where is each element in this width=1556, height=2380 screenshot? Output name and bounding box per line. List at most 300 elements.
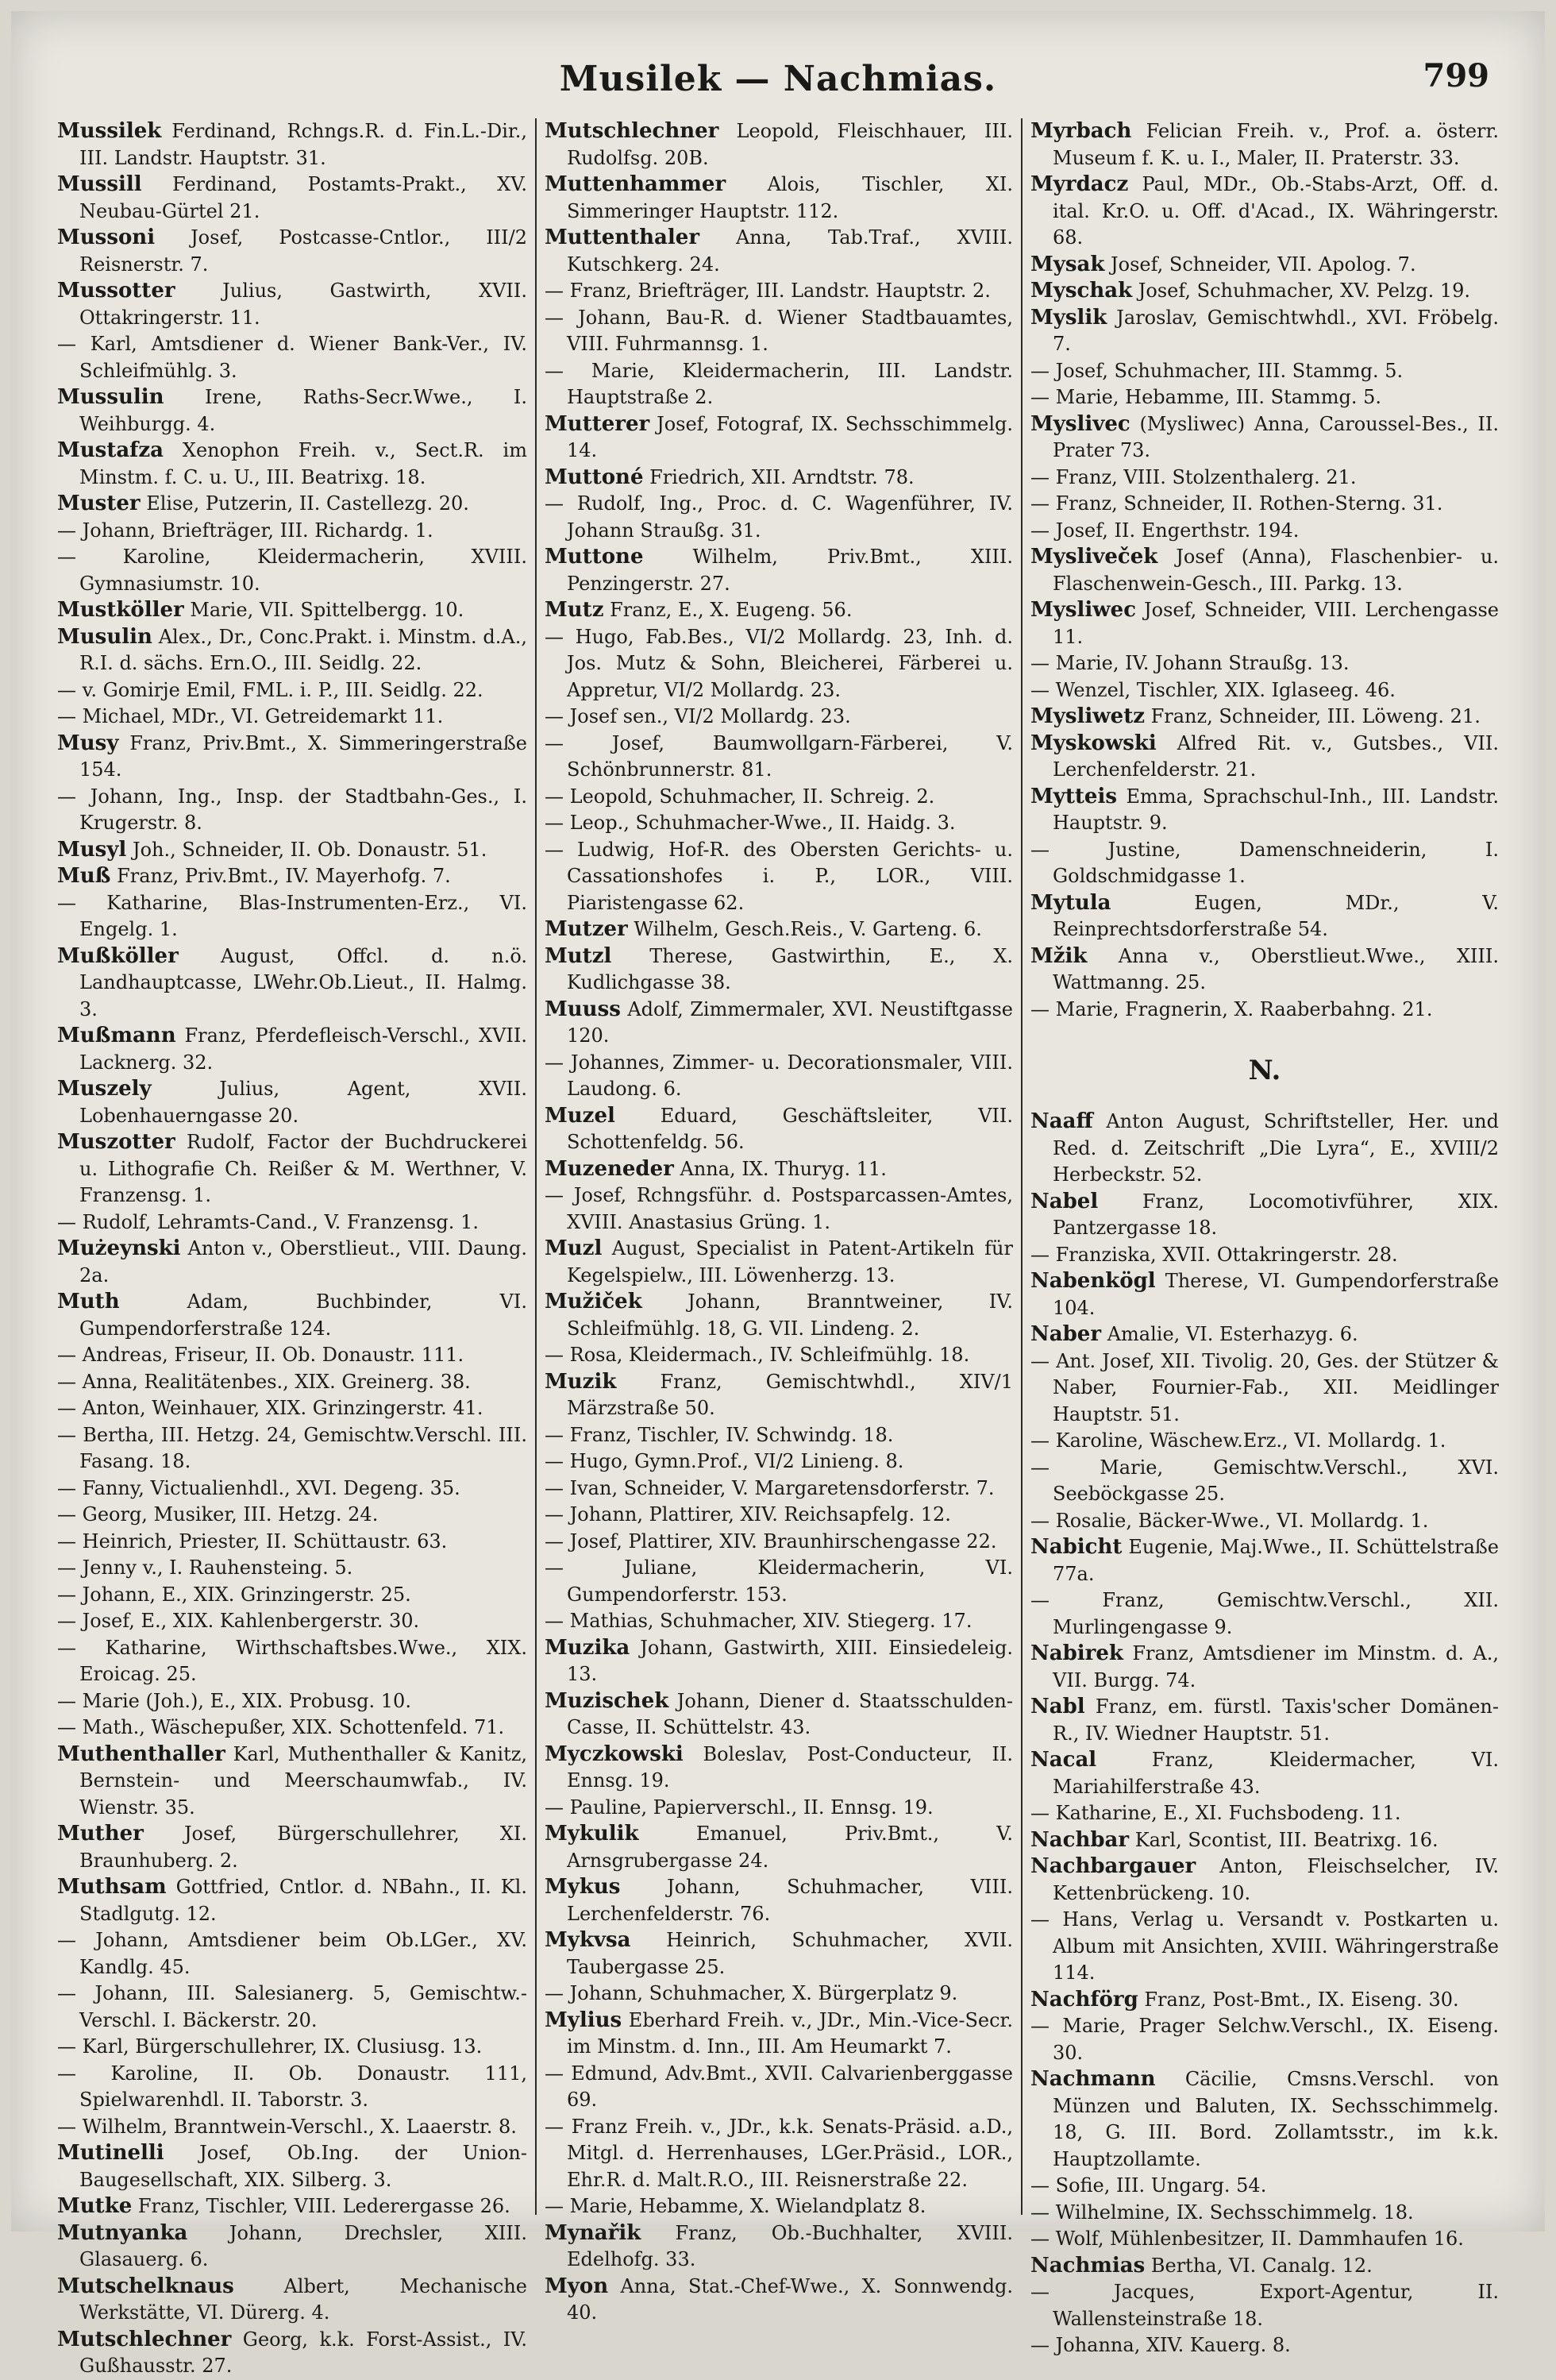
continuation-dash: — <box>1030 1509 1056 1532</box>
entry-details: Josef, Schneider, VIII. Lerchengasse 11. <box>1053 599 1499 648</box>
directory-entry <box>545 118 1013 172</box>
section-heading: N. <box>1248 1055 1281 1086</box>
directory-entry <box>57 1502 527 1529</box>
directory-entry <box>1030 1321 1499 1348</box>
directory-entry <box>57 118 527 172</box>
continuation-dash: — <box>545 2115 572 2138</box>
directory-entry <box>57 1475 527 1502</box>
entry-details: Hugo, Fab.Bes., VI/2 Mollardg. 23, Inh. d. Jos. Mutz & Sohn, Bleicherei, Färberei u. Appretur, VI/2 Mollardg. 23. <box>567 625 1013 701</box>
directory-entry <box>1030 650 1499 677</box>
entry-surname: Muß <box>57 864 111 888</box>
entry-details: Therese, Gastwirthin, E., X. Kudlichgasse 38. <box>567 944 1013 993</box>
entry-surname: Myschak <box>1030 279 1133 303</box>
directory-entry <box>545 411 1013 465</box>
column-1 <box>49 118 535 2377</box>
directory-entry <box>1030 2226 1499 2253</box>
directory-entry <box>1030 943 1499 997</box>
entry-details: Franz, Pferdefleisch-Verschl., XVII. Lacknerg. 32. <box>79 1024 527 1074</box>
directory-entry <box>1030 1508 1499 1535</box>
entry-surname: Mutz <box>545 598 604 622</box>
entry-surname: Mutschlechner <box>545 119 719 143</box>
directory-entry <box>1030 118 1499 172</box>
entry-details: Katharine, Blas-Instrumenten-Erz., VI. Engelg. 1. <box>79 891 527 940</box>
entry-details: Franz, Priv.Bmt., X. Simmeringerstraße 154. <box>79 731 527 781</box>
entry-details: Josef, II. Engerthstr. 194. <box>1055 519 1300 542</box>
entry-surname: Musy <box>57 731 119 755</box>
entry-surname: Myslivec <box>1030 411 1130 436</box>
entry-details: Wilhelm, Priv.Bmt., XIII. Penzingerstr. 27. <box>567 546 1013 595</box>
directory-entry <box>545 358 1013 411</box>
entry-surname: Musulin <box>57 624 152 649</box>
entry-details: Marie, Kleidermacherin, III. Landstr. Hauptstraße 2. <box>567 359 1013 408</box>
continuation-dash: — <box>57 1689 83 1712</box>
column-3 <box>1021 118 1507 2356</box>
entry-surname: Muttoné <box>545 465 644 489</box>
directory-entry <box>1030 1747 1499 1800</box>
entry-details: Johann, Ing., Insp. der Stadtbahn-Ges., I. Krugerstr. 8. <box>79 785 527 834</box>
directory-entry <box>545 2061 1013 2114</box>
continuation-dash: — <box>57 1716 83 1738</box>
entry-details: Hans, Verlag u. Versandt v. Postkarten u. Album mit Ansichten, XVIII. Währingerstraße 114. <box>1053 1908 1499 1984</box>
directory-entry <box>57 2274 527 2327</box>
directory-entry <box>57 331 527 384</box>
entry-surname: Mussill <box>57 172 142 196</box>
entry-surname: Muszely <box>57 1077 152 1101</box>
continuation-dash: — <box>1030 492 1056 515</box>
entry-details: Anna, Realitätenbes., XIX. Greinerg. 38. <box>82 1370 471 1393</box>
directory-entry <box>57 1608 527 1635</box>
continuation-dash: — <box>1030 1589 1103 1611</box>
entry-details: Johann, Gastwirth, XIII. Einsiedeleig. 13. <box>567 1636 1013 1685</box>
entry-surname: Mustafza <box>57 438 164 462</box>
entry-details: Cäcilie, Cmsns.Verschl. von Münzen und Baluten, IX. Sechsschimmelg. 18, G. III. Bord. Zollamtsstr., im k.k. Hauptzollamte. <box>1053 2068 1499 2170</box>
entry-details: Karl, Muthenthaller & Kanitz, Bernstein- und Meerschaumwfab., IV. Wienstr. 35. <box>79 1742 527 1819</box>
page-title: Musilek — Nachmias. <box>559 59 997 99</box>
entry-surname: Mutschelknaus <box>57 2274 234 2298</box>
entry-surname: Mysliveček <box>1030 545 1158 569</box>
entry-details: Josef, Rchngsführ. d. Postsparcassen-Amtes, XVIII. Anastasius Grüng. 1. <box>567 1184 1013 1233</box>
directory-entry <box>545 305 1013 358</box>
directory-entry <box>545 1981 1013 2008</box>
directory-entry <box>57 172 527 225</box>
directory-entry <box>1030 1694 1499 1747</box>
continuation-dash: — <box>545 1503 570 1526</box>
entry-details: Anna v., Oberstlieut.Wwe., XIII. Wattmanng. 25. <box>1053 944 1499 993</box>
entry-surname: Mutzl <box>545 943 612 968</box>
entry-details: Josef, Schneider, VII. Apolog. 7. <box>1111 253 1416 276</box>
entry-details: Adam, Buchbinder, VI. Gumpendorferstraße 124. <box>79 1290 527 1340</box>
directory-entry <box>545 225 1013 278</box>
entry-surname: Mynařik <box>545 2220 641 2245</box>
directory-entry <box>57 1129 527 1209</box>
continuation-dash: — <box>545 1051 571 1074</box>
directory-entry <box>1030 1348 1499 1429</box>
entry-details: Therese, VI. Gumpendorferstraße 104. <box>1053 1270 1499 1319</box>
continuation-dash: — <box>1030 1456 1100 1479</box>
entry-details: Boleslav, Post-Conducteur, II. Ennsg. 19. <box>567 1742 1013 1792</box>
directory-entry <box>545 465 1013 492</box>
directory-entry <box>545 1874 1013 1927</box>
entry-details: Franz Freih. v., JDr., k.k. Senats-Präsid. a.D., Mitgl. d. Herrenhauses, LGer.Präsid., LOR., Ehr.R. d. Malt.R.O., III. Reisnerstraße 22. <box>567 2115 1013 2191</box>
entry-surname: Nabl <box>1030 1695 1085 1718</box>
entry-details: Franz, Ob.-Buchhalter, XVIII. Edelhofg. 33. <box>567 2221 1013 2270</box>
directory-entry <box>1030 2013 1499 2066</box>
continuation-dash: — <box>57 1423 83 1446</box>
directory-entry <box>57 1635 527 1688</box>
directory-entry <box>57 1076 527 1129</box>
continuation-dash: — <box>545 306 579 329</box>
entry-surname: Mußköller <box>57 943 179 968</box>
entry-details: Bertha, III. Hetzg. 24, Gemischtw.Verschl. III. Fasang. 18. <box>79 1423 527 1472</box>
directory-entry <box>57 1529 527 1556</box>
continuation-dash: — <box>545 1344 570 1366</box>
directory-entry <box>545 1502 1013 1529</box>
directory-entry <box>545 2008 1013 2061</box>
entry-details: Josef, E., XIX. Kahlenbergerstr. 30. <box>82 1610 420 1632</box>
entry-surname: Nachbargauer <box>1030 1854 1196 1878</box>
directory-entry <box>545 704 1013 731</box>
directory-entry <box>1030 2173 1499 2200</box>
entry-details: Marie, IV. Johann Straußg. 13. <box>1055 652 1350 674</box>
entry-details: Heinrich, Priester, II. Schüttaustr. 63. <box>82 1529 448 1553</box>
entry-surname: Mussilek <box>57 119 162 143</box>
directory-entry <box>1030 411 1499 465</box>
directory-entry <box>57 1422 527 1475</box>
directory-entry <box>1030 1428 1499 1455</box>
continuation-dash: — <box>57 1529 83 1553</box>
entry-details: Elise, Putzerin, II. Castellezg. 20. <box>146 492 469 515</box>
entry-details: Franz, E., X. Eugeng. 56. <box>610 599 853 621</box>
entry-details: Johannes, Zimmer- u. Decorationsmaler, VIII. Laudong. 6. <box>567 1051 1013 1100</box>
directory-entry <box>545 597 1013 624</box>
entry-details: Franz, Kleidermacher, VI. Mariahilferstraße 43. <box>1053 1749 1499 1798</box>
directory-entry <box>1030 491 1499 518</box>
directory-entry <box>57 1209 527 1236</box>
directory-entry <box>57 837 527 864</box>
entry-details: Marie, Fragnerin, X. Raaberbahng. 21. <box>1055 997 1433 1020</box>
directory-entry <box>1030 1534 1499 1587</box>
continuation-dash: — <box>1030 465 1056 488</box>
entry-details: Josef, Plattirer, XIV. Braunhirschengasse 22. <box>569 1529 997 1553</box>
entry-surname: Mussotter <box>57 279 175 303</box>
entry-details: Jenny v., I. Rauhensteing. 5. <box>82 1556 353 1579</box>
continuation-dash: — <box>57 1476 83 1499</box>
entry-details: Josef, Postcasse-Cntlor., III/2 Reisnerstr. 7. <box>79 226 527 276</box>
continuation-dash: — <box>1030 519 1056 542</box>
entry-surname: Nacal <box>1030 1748 1097 1772</box>
entry-surname: Muther <box>57 1822 144 1846</box>
directory-entry <box>1030 465 1499 492</box>
entry-surname: Mykvsa <box>545 1928 631 1952</box>
directory-entry <box>545 810 1013 837</box>
entry-details: Mathias, Schuhmacher, XIV. Stiegerg. 17. <box>569 1610 972 1632</box>
entry-details: Rosalie, Bäcker-Wwe., VI. Mollardg. 1. <box>1055 1509 1429 1532</box>
directory-entry <box>1030 2332 1499 2359</box>
directory-entry <box>1030 1853 1499 1907</box>
entry-surname: Mussulin <box>57 385 164 409</box>
continuation-dash: — <box>57 519 83 542</box>
entry-surname: Mużeynski <box>57 1236 181 1260</box>
entry-surname: Myrdacz <box>1030 172 1129 196</box>
directory-entry <box>545 1821 1013 1874</box>
entry-details: Rudolf, Lehramts-Cand., V. Franzensg. 1. <box>82 1210 479 1233</box>
entry-details: Wolf, Mühlenbesitzer, II. Dammhaufen 16. <box>1055 2228 1464 2250</box>
directory-entry <box>57 2220 527 2274</box>
entry-surname: Myon <box>545 2274 609 2298</box>
continuation-dash: — <box>545 1423 570 1446</box>
continuation-dash: — <box>1030 2281 1115 2303</box>
entry-surname: Mußmann <box>57 1024 176 1047</box>
entry-details: Ludwig, Hof-R. des Obersten Gerichts- u. Cassationshofes i. P., LOR., VIII. Piaristengasse 62. <box>567 838 1014 914</box>
entry-details: Joh., Schneider, II. Ob. Donaustr. 51. <box>132 838 487 861</box>
directory-entry <box>1030 1641 1499 1694</box>
entry-details: Johann, Amtsdiener beim Ob.LGer., XV. Kandlg. 45. <box>79 1929 527 1978</box>
entry-surname: Muthenthaller <box>57 1742 225 1766</box>
entry-details: Emma, Sprachschul-Inh., III. Landstr. Hauptstr. 9. <box>1053 785 1499 834</box>
directory-entry <box>57 2061 527 2114</box>
entry-details: Josef, Bürgerschullehrer, XI. Braunhuberg. 2. <box>79 1823 527 1872</box>
directory-entry <box>57 1715 527 1742</box>
entry-details: Eduard, Geschäftsleiter, VII. Schottenfeldg. 56. <box>567 1104 1013 1153</box>
continuation-dash: — <box>545 705 570 727</box>
entry-details: Anton, Weinhauer, XIX. Grinzingerstr. 41. <box>82 1397 483 1419</box>
entry-surname: Nabenkögl <box>1030 1269 1156 1293</box>
entry-details: Franz, Schneider, II. Rothen-Sterng. 31. <box>1055 492 1443 515</box>
directory-entry <box>1030 252 1499 279</box>
entry-details: Karl, Amtsdiener d. Wiener Bank-Ver., IV. Schleifmühlg. 3. <box>79 333 527 382</box>
entry-details: Katharine, E., XI. Fuchsbodeng. 11. <box>1055 1802 1401 1824</box>
directory-entry <box>545 1156 1013 1183</box>
entry-surname: Muth <box>57 1290 120 1313</box>
entry-surname: Nachbar <box>1030 1827 1130 1852</box>
entry-surname: Muzika <box>545 1635 630 1660</box>
entry-details: Irene, Raths-Secr.Wwe., I. Weihburgg. 4. <box>79 386 527 435</box>
entry-surname: Mutke <box>57 2194 133 2218</box>
entry-details: Katharine, Wirthschaftsbes.Wwe., XIX. Eroicag. 25. <box>79 1636 527 1685</box>
directory-entry <box>57 1688 527 1715</box>
entry-details: Georg, Musiker, III. Hetzg. 24. <box>82 1503 379 1526</box>
directory-entry <box>545 1529 1013 1556</box>
directory-entry <box>57 704 527 731</box>
entry-details: Johann, Briefträger, III. Richardg. 1. <box>82 519 433 542</box>
directory-entry <box>545 1369 1013 1422</box>
directory-entry <box>545 1608 1013 1635</box>
directory-entry <box>1030 1109 1499 1189</box>
entry-details: Josef, Baumwollgarn-Färberei, V. Schönbrunnerstr. 81. <box>567 731 1013 781</box>
directory-entry <box>545 1342 1013 1369</box>
entry-details: Johann, Schuhmacher, X. Bürgerplatz 9. <box>569 1982 958 2004</box>
entry-surname: Muzl <box>545 1236 603 1260</box>
directory-entry <box>545 837 1013 917</box>
entry-surname: Nachförg <box>1030 1987 1138 2012</box>
entry-details: Alfred Rit. v., Gutsbes., VII. Lerchenfelderstr. 21. <box>1053 731 1499 781</box>
entry-surname: Muuss <box>545 997 621 1021</box>
continuation-dash: — <box>1030 1243 1056 1266</box>
entry-surname: Myskowski <box>1030 731 1157 755</box>
directory-entry <box>1030 544 1499 597</box>
entry-details: Johanna, XIV. Kauerg. 8. <box>1055 2334 1291 2356</box>
directory-entry <box>1030 172 1499 252</box>
directory-entry <box>1030 1800 1499 1827</box>
directory-entry <box>545 2274 1013 2327</box>
entry-details: Anton August, Schriftsteller, Her. und Red. d. Zeitschrift „Die Lyra“, E., XVIII/2 Herbeckstr. 52. <box>1053 1110 1499 1186</box>
entry-details: Alex., Dr., Conc.Prakt. i. Minstm. d.A., R.I. d. sächs. Ern.O., III. Seidlg. 22. <box>79 625 527 674</box>
entry-surname: Mytteis <box>1030 784 1117 808</box>
directory-entry <box>1030 597 1499 650</box>
entry-details: Johann, Diener d. Staatsschulden-Casse, II. Schüttelstr. 43. <box>567 1689 1013 1738</box>
entry-surname: Mysliwec <box>1030 598 1137 622</box>
continuation-dash: — <box>545 1476 570 1499</box>
entry-details: Johann, Schuhmacher, VIII. Lerchenfelderstr. 76. <box>567 1876 1013 1925</box>
continuation-dash: — <box>57 546 123 568</box>
entry-details: Josef (Anna), Flaschenbier- u. Flaschenwein-Gesch., III. Parkg. 13. <box>1053 546 1499 595</box>
continuation-dash: — <box>57 1929 96 1951</box>
entry-details: Jaroslav, Gemischtwhdl., XVI. Fröbelg. 7. <box>1053 306 1499 355</box>
entry-details: Emanuel, Priv.Bmt., V. Arnsgrubergasse 24. <box>567 1823 1013 1872</box>
entry-surname: Muzischek <box>545 1688 669 1713</box>
entry-details: Math., Wäschepußer, XIX. Schottenfeld. 71. <box>82 1716 505 1738</box>
entry-details: Heinrich, Schuhmacher, XVII. Taubergasse 25. <box>567 1929 1013 1978</box>
entry-details: Johann, E., XIX. Grinzingerstr. 25. <box>82 1583 411 1606</box>
directory-entry <box>545 916 1013 943</box>
entry-surname: Muzel <box>545 1103 615 1128</box>
directory-entry <box>57 2327 527 2380</box>
directory-entry <box>545 1422 1013 1449</box>
entry-details: Franz, Post-Bmt., IX. Eiseng. 30. <box>1144 1988 1459 2011</box>
continuation-dash: — <box>1030 1349 1057 1372</box>
directory-entry <box>1030 890 1499 943</box>
entry-surname: Muttone <box>545 545 644 569</box>
continuation-dash: — <box>545 492 577 515</box>
entry-details: Karoline, II. Ob. Donaustr. 111, Spielwarenhdl. II. Taborstr. 3. <box>79 2062 527 2111</box>
entry-details: Franz, Briefträger, III. Landstr. Hauptstr. 2. <box>569 280 991 302</box>
continuation-dash: — <box>545 1982 570 2004</box>
entry-surname: Muttenthaler <box>545 226 700 249</box>
entry-surname: Mužiček <box>545 1290 642 1313</box>
entry-details: Rudolf, Factor der Buchdruckerei u. Lithografie Ch. Reißer & M. Werthner, V. Franzensg. 1. <box>79 1131 527 1206</box>
continuation-dash: — <box>545 1556 625 1579</box>
entry-details: Anna, IX. Thuryg. 11. <box>680 1157 887 1180</box>
entry-details: Marie, Hebamme, III. Stammg. 5. <box>1055 386 1382 408</box>
entry-details: Albert, Mechanische Werkstätte, VI. Dürerg. 4. <box>79 2274 527 2324</box>
entry-details: Rosa, Kleidermach., IV. Schleifmühlg. 18. <box>569 1344 970 1366</box>
directory-entry <box>1030 1587 1499 1641</box>
directory-entry <box>545 1795 1013 1822</box>
continuation-dash: — <box>57 1344 83 1366</box>
directory-entry <box>57 1369 527 1396</box>
entry-details: Ferdinand, Postamts-Prakt., XV. Neubau-Gürtel 21. <box>79 173 527 222</box>
continuation-dash: — <box>57 2062 111 2085</box>
entry-details: Georg, k.k. Forst-Assist., IV. Gußhausstr. 27. <box>79 2328 527 2377</box>
entry-details: Marie, VII. Spittelbergg. 10. <box>190 599 464 621</box>
directory-entry <box>1030 731 1499 784</box>
entry-surname: Mytula <box>1030 890 1111 915</box>
entry-details: Marie (Joh.), E., XIX. Probusg. 10. <box>82 1689 411 1712</box>
directory-entry <box>57 943 527 1024</box>
directory-entry <box>57 624 527 677</box>
entry-details: Jacques, Export-Agentur, II. Wallensteinstraße 18. <box>1053 2281 1499 2330</box>
directory-entry <box>545 278 1013 305</box>
entry-details: Johann, Drechsler, XIII. Glasauerg. 6. <box>79 2221 527 2270</box>
continuation-dash: — <box>1030 2174 1056 2197</box>
continuation-dash: — <box>57 678 83 701</box>
continuation-dash: — <box>57 1210 83 1233</box>
directory-entry <box>1030 2279 1499 2332</box>
directory-entry <box>1030 784 1499 837</box>
continuation-dash: — <box>1030 997 1056 1020</box>
continuation-dash: — <box>545 2062 572 2085</box>
directory-entry <box>57 384 527 438</box>
continuation-dash: — <box>1030 1429 1056 1452</box>
continuation-dash: — <box>1030 2201 1056 2224</box>
entry-details: Leopold, Fleischhauer, III. Rudolfsg. 20B. <box>567 120 1013 169</box>
entry-details: Josef, Schuhmacher, III. Stammg. 5. <box>1055 359 1404 382</box>
continuation-dash: — <box>545 1450 570 1472</box>
entry-details: v. Gomirje Emil, FML. i. P., III. Seidlg. 22. <box>82 678 483 701</box>
directory-entry <box>545 1742 1013 1795</box>
entry-details: Justine, Damenschneiderin, I. Goldschmidgasse 1. <box>1053 838 1499 887</box>
entry-details: (Mysliwec) Anna, Caroussel-Bes., II. Prater 73. <box>1053 412 1499 461</box>
directory-entry <box>57 2114 527 2141</box>
entry-details: Ivan, Schneider, V. Margaretensdorferstr. 7. <box>569 1476 995 1499</box>
entry-surname: Muszotter <box>57 1130 175 1154</box>
entry-surname: Nabicht <box>1030 1535 1123 1559</box>
entry-surname: Mykus <box>545 1875 621 1899</box>
directory-entry <box>545 1103 1013 1156</box>
entry-details: Bertha, VI. Canalg. 12. <box>1150 2254 1373 2277</box>
entry-details: Josef, Schuhmacher, XV. Pelzg. 19. <box>1138 280 1471 302</box>
entry-details: Rudolf, Ing., Proc. d. C. Wagenführer, IV. Johann Straußg. 31. <box>567 492 1013 542</box>
columns <box>49 118 1507 2377</box>
entry-details: Julius, Agent, XVII. Lobenhauerngasse 20. <box>79 1078 527 1127</box>
directory-entry <box>545 997 1013 1050</box>
continuation-dash: — <box>545 785 570 808</box>
entry-details: Franz, Amtsdiener im Minstm. d. A., VII. Burgg. 74. <box>1053 1642 1499 1691</box>
directory-page <box>11 11 1545 2377</box>
directory-entry <box>545 2220 1013 2274</box>
directory-entry <box>57 518 527 545</box>
entry-details: Franz, VIII. Stolzenthalerg. 21. <box>1055 465 1357 488</box>
entry-details: Eberhard Freih. v., JDr., Min.-Vice-Secr. im Minstm. d. Inn., III. Am Heumarkt 7. <box>567 2008 1013 2058</box>
entry-details: Ant. Josef, XII. Tivolig. 20, Ges. der Stützer & Naber, Fournier-Fab., XII. Meidlinger Hauptstr. 51. <box>1053 1349 1499 1425</box>
entry-details: Anna, Tab.Traf., XVIII. Kutschkerg. 24. <box>567 226 1013 276</box>
directory-entry <box>1030 358 1499 385</box>
continuation-dash: — <box>57 705 83 727</box>
continuation-dash: — <box>545 1184 574 1206</box>
entry-details: Fanny, Victualienhdl., XVI. Degeng. 35. <box>82 1476 460 1499</box>
directory-entry <box>1030 1907 1499 1987</box>
directory-entry <box>57 890 527 943</box>
continuation-dash: — <box>545 1529 570 1553</box>
directory-entry <box>545 1448 1013 1475</box>
directory-entry <box>57 1927 527 1981</box>
entry-details: Adolf, Zimmermaler, XVI. Neustiftgasse 120. <box>567 997 1013 1047</box>
entry-details: Josef, Ob.Ing. der Union-Baugesellschaft, XIX. Silberg. 3. <box>79 2142 527 2191</box>
entry-details: Franz, em. fürstl. Taxis'scher Domänen-R., IV. Wiedner Hauptstr. 51. <box>1053 1695 1499 1745</box>
continuation-dash: — <box>1030 652 1056 674</box>
entry-details: Karl, Scontist, III. Beatrixg. 16. <box>1134 1828 1439 1851</box>
continuation-dash: — <box>545 280 570 302</box>
entry-details: Josef sen., VI/2 Mollardg. 23. <box>569 705 851 727</box>
directory-entry <box>545 1688 1013 1742</box>
continuation-dash: — <box>1030 386 1056 408</box>
entry-surname: Myczkowski <box>545 1742 684 1766</box>
entry-details: Wilhelm, Branntwein-Verschl., X. Laaerstr. 8. <box>82 2115 517 2138</box>
entry-details: Wilhelmine, IX. Sechsschimmelg. 18. <box>1055 2201 1414 2224</box>
directory-entry <box>1030 677 1499 704</box>
directory-entry <box>1030 2066 1499 2173</box>
entry-surname: Myslik <box>1030 305 1107 330</box>
